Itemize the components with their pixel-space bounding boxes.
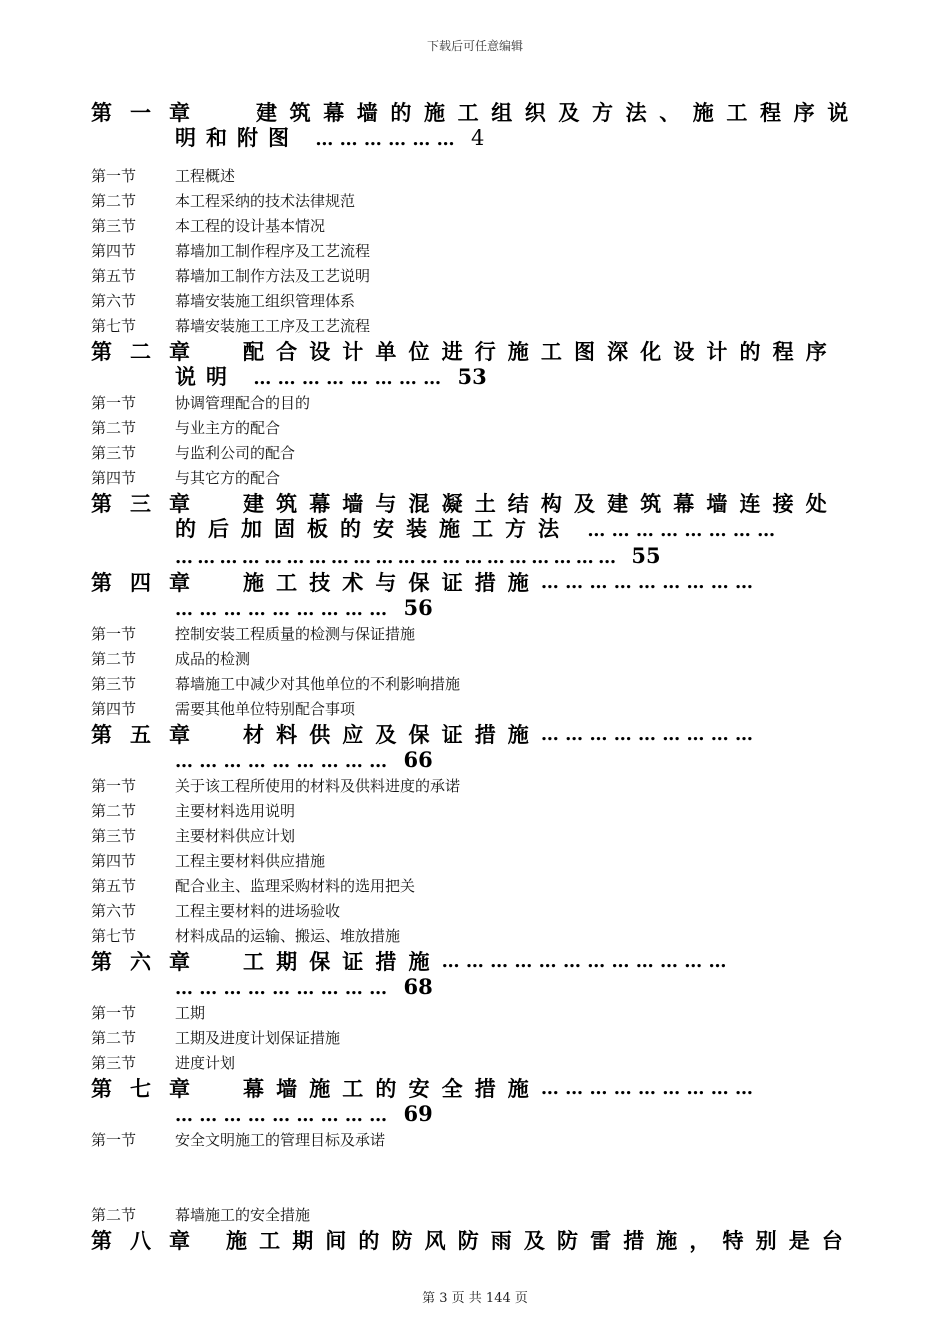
toc-section[interactable] bbox=[91, 1128, 849, 1153]
leader-dots: … … … … … … … … … bbox=[175, 751, 388, 772]
toc-section[interactable] bbox=[91, 1051, 849, 1076]
toc-section[interactable] bbox=[91, 239, 849, 264]
page-number: 56 bbox=[403, 595, 433, 620]
section-number: 第五节 bbox=[91, 877, 137, 895]
section-title: 材料成品的运输、搬运、堆放措施 bbox=[175, 927, 401, 945]
section-title: 本工程采纳的技术法律规范 bbox=[175, 192, 356, 210]
toc-section[interactable] bbox=[91, 289, 849, 314]
chapter-number: 第七章 bbox=[91, 1076, 208, 1101]
section-title: 幕墙安装施工组织管理体系 bbox=[175, 292, 356, 310]
toc-chapter-4[interactable] bbox=[91, 570, 849, 622]
toc-section[interactable] bbox=[91, 899, 849, 924]
toc-chapter-6[interactable] bbox=[91, 949, 849, 1001]
page-number: 68 bbox=[403, 974, 433, 999]
toc-section[interactable] bbox=[91, 214, 849, 239]
leader-dots: … … … … … … … … … bbox=[540, 1078, 754, 1099]
toc-chapter-7[interactable] bbox=[91, 1076, 849, 1128]
section-number: 第七节 bbox=[91, 317, 137, 335]
blank-gap bbox=[91, 1153, 849, 1203]
section-number: 第四节 bbox=[91, 852, 137, 870]
section-title: 工程概述 bbox=[175, 167, 236, 185]
section-title: 与其它方的配合 bbox=[175, 469, 281, 487]
toc-sections-ch7 bbox=[91, 1128, 849, 1228]
section-title: 工期 bbox=[175, 1004, 206, 1022]
section-title: 进度计划 bbox=[175, 1054, 236, 1072]
section-number: 第三节 bbox=[91, 217, 137, 235]
toc-section[interactable] bbox=[91, 1001, 849, 1026]
toc-sections-ch5 bbox=[91, 774, 849, 949]
section-title: 安全文明施工的管理目标及承诺 bbox=[175, 1131, 386, 1149]
section-title: 与业主方的配合 bbox=[175, 419, 281, 437]
section-number: 第三节 bbox=[91, 444, 137, 462]
page-number: 4 bbox=[470, 126, 485, 150]
toc-chapter-8[interactable] bbox=[91, 1228, 855, 1253]
toc-chapter-3[interactable] bbox=[91, 491, 849, 570]
section-number: 第三节 bbox=[91, 675, 137, 693]
chapter-number: 第三章 bbox=[91, 491, 208, 516]
chapter-number: 第六章 bbox=[91, 949, 208, 974]
section-number: 第二节 bbox=[91, 802, 137, 820]
toc-sections-ch2 bbox=[91, 391, 849, 491]
leader-dots: … … … … … … … … bbox=[253, 368, 442, 389]
toc-sections-ch4 bbox=[91, 622, 849, 722]
toc-section[interactable] bbox=[91, 1203, 849, 1228]
chapter-title: 施工技术与保证措施 bbox=[243, 570, 541, 595]
toc-section[interactable] bbox=[91, 441, 849, 466]
page-number: 69 bbox=[403, 1101, 433, 1126]
chapter-title: 配合设计单位进行施工图深化设计的程序 bbox=[243, 339, 839, 364]
toc-section[interactable] bbox=[91, 672, 849, 697]
section-number: 第五节 bbox=[91, 267, 137, 285]
section-number: 第四节 bbox=[91, 242, 137, 260]
section-title: 需要其他单位特别配合事项 bbox=[175, 700, 356, 718]
section-title: 协调管理配合的目的 bbox=[175, 394, 311, 412]
section-number: 第一节 bbox=[91, 777, 137, 795]
page-header: 下载后可任意编辑 bbox=[426, 39, 523, 53]
chapter-number: 第二章 bbox=[91, 339, 208, 364]
section-number: 第三节 bbox=[91, 827, 137, 845]
section-title: 幕墙加工制作方法及工艺说明 bbox=[175, 267, 371, 285]
section-title: 与监利公司的配合 bbox=[175, 444, 296, 462]
section-title: 主要材料供应计划 bbox=[175, 827, 296, 845]
toc-section[interactable] bbox=[91, 874, 849, 899]
section-title: 本工程的设计基本情况 bbox=[175, 217, 326, 235]
section-number: 第一节 bbox=[91, 167, 137, 185]
toc-section[interactable] bbox=[91, 466, 849, 491]
section-title: 关于该工程所使用的材料及供料进度的承诺 bbox=[175, 777, 461, 795]
toc-section[interactable] bbox=[91, 774, 849, 799]
leader-dots: … … … … … … bbox=[315, 129, 455, 150]
section-number: 第二节 bbox=[91, 1206, 137, 1224]
toc-sections-ch1 bbox=[91, 164, 849, 339]
section-number: 第四节 bbox=[91, 469, 137, 487]
table-of-contents bbox=[91, 100, 861, 1253]
toc-section[interactable] bbox=[91, 264, 849, 289]
chapter-title: 建筑幕墙与混凝土结构及建筑幕墙连接处 bbox=[243, 491, 839, 516]
toc-section[interactable] bbox=[91, 622, 849, 647]
toc-section[interactable] bbox=[91, 647, 849, 672]
toc-section[interactable] bbox=[91, 824, 849, 849]
section-title: 控制安装工程质量的检测与保证措施 bbox=[175, 625, 416, 643]
leader-dots: … … … … … … … … … bbox=[175, 1105, 388, 1126]
chapter-number: 第八章 bbox=[91, 1228, 208, 1253]
chapter-title: 施工期间的防风防雨及防雷措施，特别是台 bbox=[226, 1228, 855, 1253]
section-number: 第一节 bbox=[91, 1004, 137, 1022]
leader-dots: … … … … … … … … … … … … … … … … … … … … bbox=[175, 547, 616, 568]
chapter-title-cont: 的后加固板的安装施工方法 bbox=[175, 516, 571, 541]
section-number: 第三节 bbox=[91, 1054, 137, 1072]
chapter-title-cont: 明和附图 bbox=[175, 125, 299, 150]
chapter-number: 第四章 bbox=[91, 570, 208, 595]
toc-section[interactable] bbox=[91, 391, 849, 416]
section-number: 第六节 bbox=[91, 292, 137, 310]
section-title: 配合业主、监理采购材料的选用把关 bbox=[175, 877, 416, 895]
chapter-title: 建筑幕墙的施工组织及方法、施工程序说 bbox=[256, 100, 861, 125]
section-title: 主要材料选用说明 bbox=[175, 802, 296, 820]
chapter-title: 工期保证措施 bbox=[243, 949, 442, 974]
page-number: 53 bbox=[457, 364, 487, 389]
section-title: 幕墙施工的安全措施 bbox=[175, 1206, 311, 1224]
chapter-title: 材料供应及保证措施 bbox=[243, 722, 541, 747]
chapter-title-cont: 说明 bbox=[175, 364, 237, 389]
section-number: 第二节 bbox=[91, 1029, 137, 1047]
toc-section[interactable] bbox=[91, 314, 849, 339]
section-title: 幕墙加工制作程序及工艺流程 bbox=[175, 242, 371, 260]
chapter-number: 第一章 bbox=[91, 100, 208, 125]
toc-section[interactable] bbox=[91, 164, 849, 189]
toc-chapter-5[interactable] bbox=[91, 722, 849, 774]
leader-dots: … … … … … … … … … … … … bbox=[441, 951, 727, 972]
section-number: 第七节 bbox=[91, 927, 137, 945]
section-number: 第二节 bbox=[91, 650, 137, 668]
toc-section[interactable] bbox=[91, 697, 849, 722]
section-number: 第一节 bbox=[91, 394, 137, 412]
section-title: 幕墙施工中减少对其他单位的不利影响措施 bbox=[175, 675, 461, 693]
section-title: 成品的检测 bbox=[175, 650, 251, 668]
leader-dots: … … … … … … … … … bbox=[540, 724, 754, 745]
section-title: 工期及进度计划保证措施 bbox=[175, 1029, 341, 1047]
toc-section[interactable] bbox=[91, 924, 849, 949]
leader-dots: … … … … … … … … … bbox=[175, 599, 388, 620]
chapter-title: 幕墙施工的安全措施 bbox=[243, 1076, 541, 1101]
section-number: 第二节 bbox=[91, 419, 137, 437]
section-title: 工程主要材料供应措施 bbox=[175, 852, 326, 870]
section-number: 第二节 bbox=[91, 192, 137, 210]
toc-sections-ch6 bbox=[91, 1001, 849, 1076]
section-number: 第六节 bbox=[91, 902, 137, 920]
page-number: 66 bbox=[403, 747, 433, 772]
toc-section[interactable] bbox=[91, 1026, 849, 1051]
section-number: 第一节 bbox=[91, 1131, 137, 1149]
toc-section[interactable] bbox=[91, 849, 849, 874]
leader-dots: … … … … … … … … … bbox=[540, 572, 754, 593]
leader-dots: … … … … … … … … bbox=[587, 520, 776, 541]
toc-section[interactable] bbox=[91, 189, 849, 214]
toc-section[interactable] bbox=[91, 799, 849, 824]
page-footer: 第 3 页 共 144 页 bbox=[422, 1291, 528, 1306]
leader-dots: … … … … … … … … … bbox=[175, 978, 388, 999]
toc-section[interactable] bbox=[91, 416, 849, 441]
section-title: 工程主要材料的进场验收 bbox=[175, 902, 341, 920]
toc-chapter-2[interactable] bbox=[91, 339, 849, 391]
section-number: 第四节 bbox=[91, 700, 137, 718]
section-title: 幕墙安装施工工序及工艺流程 bbox=[175, 317, 371, 335]
section-number: 第一节 bbox=[91, 625, 137, 643]
page-number: 55 bbox=[631, 543, 661, 568]
chapter-number: 第五章 bbox=[91, 722, 208, 747]
toc-chapter-1[interactable] bbox=[91, 100, 861, 152]
